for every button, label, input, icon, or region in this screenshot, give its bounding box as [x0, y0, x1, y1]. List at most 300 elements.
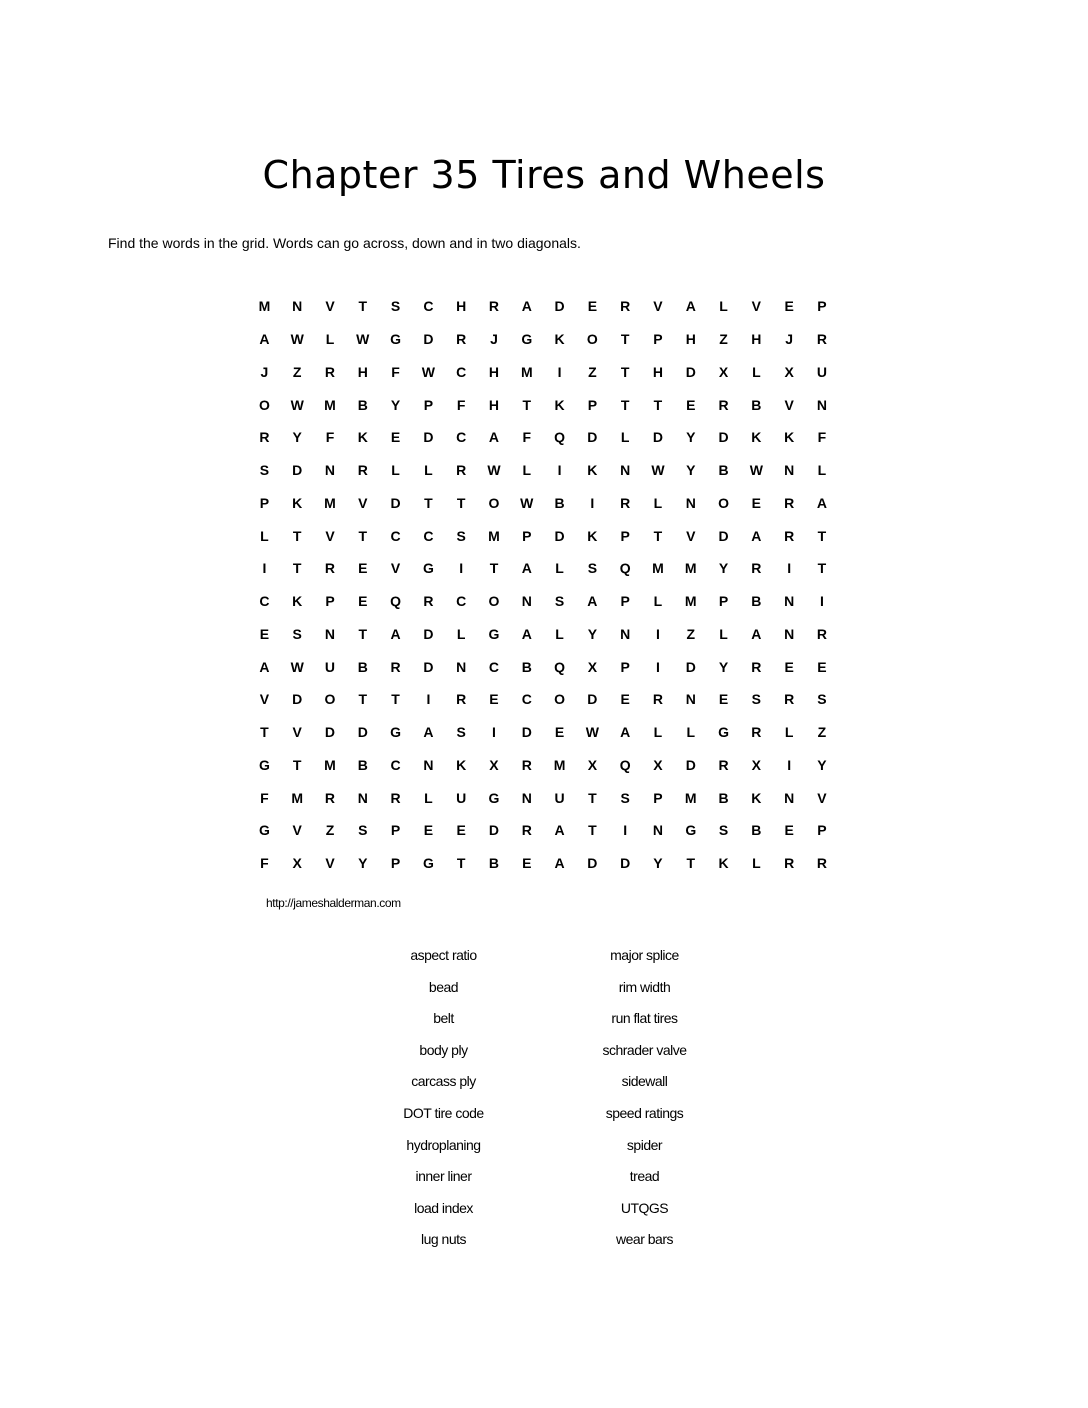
grid-cell: P — [718, 593, 729, 610]
grid-cell: T — [391, 691, 400, 708]
grid-cell: D — [554, 527, 565, 544]
grid-cell: H — [488, 396, 500, 413]
grid-cell: T — [358, 691, 368, 708]
grid-cell: I — [590, 494, 595, 511]
grid-cell: M — [488, 527, 500, 544]
grid-cell: D — [357, 724, 368, 741]
grid-cell: K — [357, 429, 368, 446]
grid-cell: X — [653, 756, 663, 773]
grid-cell: T — [456, 494, 466, 511]
grid-cell: L — [653, 724, 663, 741]
grid-cell: H — [652, 363, 664, 380]
grid-cell: N — [423, 756, 434, 773]
grid-cell: Z — [686, 625, 696, 642]
grid-cell: R — [718, 756, 729, 773]
grid-cell: A — [521, 560, 532, 577]
grid-cell: I — [787, 560, 792, 577]
grid-cell: D — [324, 724, 336, 741]
grid-cell: Y — [686, 462, 696, 479]
grid-cell: S — [456, 724, 466, 741]
grid-cell: D — [685, 658, 696, 675]
grid-cell: J — [785, 331, 794, 348]
grid-cell: H — [488, 363, 500, 380]
grid-cell: R — [521, 822, 532, 839]
grid-cell: S — [456, 527, 466, 544]
grid-cell: B — [718, 789, 729, 806]
grid-cell: O — [324, 691, 336, 708]
grid-cell: J — [260, 363, 269, 380]
grid-cell: V — [325, 298, 335, 315]
grid-cell: E — [817, 658, 827, 675]
word-list-item: DOT tire code — [403, 1104, 484, 1121]
grid-cell: I — [787, 756, 792, 773]
grid-cell: Z — [588, 363, 597, 380]
grid-cell: A — [587, 593, 598, 610]
grid-cell: M — [324, 756, 336, 773]
grid-cell: V — [817, 789, 827, 806]
grid-cell: R — [620, 494, 631, 511]
grid-cell: P — [390, 855, 401, 872]
grid-cell: K — [587, 462, 598, 479]
grid-cell: A — [685, 298, 696, 315]
grid-cell: A — [751, 527, 762, 544]
grid-cell: B — [357, 658, 368, 675]
grid-cell: A — [521, 298, 532, 315]
grid-cell: D — [718, 527, 729, 544]
grid-cell: W — [585, 724, 599, 741]
grid-cell: K — [292, 593, 303, 610]
grid-cell: T — [358, 527, 368, 544]
grid-cell: Q — [619, 756, 631, 773]
grid-cell: J — [490, 331, 498, 348]
grid-cell: W — [651, 462, 665, 479]
grid-cell: P — [817, 822, 827, 839]
grid-cell: Y — [718, 560, 729, 577]
grid-cell: T — [424, 494, 433, 511]
grid-cell: I — [656, 658, 660, 675]
grid-cell: Y — [686, 429, 696, 446]
grid-cell: G — [258, 756, 270, 773]
word-list-item: schrader valve — [602, 1041, 687, 1058]
grid-cell: W — [487, 462, 501, 479]
grid-cell: M — [520, 363, 533, 380]
word-list-item: UTQGS — [620, 1199, 669, 1216]
grid-cell: E — [587, 298, 598, 315]
grid-cell: N — [685, 494, 696, 511]
grid-cell: L — [424, 789, 433, 806]
grid-cell: A — [423, 724, 434, 741]
grid-cell: K — [292, 494, 303, 511]
grid-cell: L — [522, 462, 532, 479]
grid-cell: D — [292, 462, 303, 479]
grid-cell: X — [292, 855, 302, 872]
grid-cell: H — [456, 298, 467, 315]
grid-cell: B — [751, 593, 762, 610]
grid-cell: T — [292, 560, 302, 577]
grid-cell: E — [259, 625, 270, 642]
grid-cell: G — [258, 822, 270, 839]
grid-cell: R — [718, 396, 729, 413]
grid-cell: S — [390, 298, 401, 315]
grid-cell: F — [456, 396, 466, 413]
grid-cell: R — [390, 658, 401, 675]
grid-cell: T — [817, 560, 827, 577]
grid-cell: M — [684, 593, 697, 610]
grid-cell: K — [554, 331, 565, 348]
grid-cell: D — [423, 429, 434, 446]
page-title: Chapter 35 Tires and Wheels — [262, 153, 826, 197]
grid-cell: M — [258, 298, 271, 315]
grid-cell: S — [554, 593, 565, 610]
grid-cell: L — [456, 625, 466, 642]
grid-cell: T — [653, 527, 663, 544]
grid-cell: G — [521, 331, 533, 348]
grid-cell: M — [291, 789, 304, 806]
grid-cell: P — [587, 396, 598, 413]
grid-cell: S — [358, 822, 368, 839]
grid-cell: R — [357, 462, 368, 479]
grid-cell: R — [390, 789, 401, 806]
grid-cell: F — [522, 429, 532, 446]
grid-cell: P — [390, 822, 401, 839]
grid-cell: T — [260, 724, 269, 741]
word-list-item: aspect ratio — [410, 947, 477, 963]
grid-cell: C — [390, 756, 401, 773]
grid-cell: R — [456, 331, 467, 348]
grid-cell: O — [586, 331, 598, 348]
grid-cell: D — [390, 494, 401, 511]
grid-cell: G — [390, 724, 402, 741]
grid-cell: T — [620, 363, 630, 380]
grid-cell: H — [685, 331, 696, 348]
grid-cell: M — [324, 494, 336, 511]
grid-cell: Q — [554, 658, 566, 675]
grid-cell: V — [751, 298, 762, 315]
word-list-item: inner liner — [415, 1168, 472, 1185]
grid-cell: K — [587, 527, 598, 544]
grid-cell: N — [652, 822, 664, 839]
grid-cell: O — [718, 494, 729, 511]
grid-cell: D — [620, 855, 631, 872]
grid-cell: P — [653, 331, 663, 348]
grid-cell: U — [554, 789, 565, 806]
grid-cell: E — [686, 396, 696, 413]
grid-cell: A — [390, 625, 401, 642]
grid-cell: N — [784, 462, 795, 479]
grid-cell: T — [456, 855, 466, 872]
word-list-item: wear bars — [616, 1231, 673, 1248]
grid-cell: T — [620, 331, 630, 348]
grid-cell: G — [488, 625, 500, 642]
grid-cell: I — [492, 724, 496, 741]
grid-cell: E — [784, 658, 794, 675]
word-list-item: belt — [433, 1010, 454, 1027]
grid-cell: K — [751, 789, 762, 806]
grid-cell: N — [620, 625, 631, 642]
grid-cell: A — [554, 822, 565, 839]
grid-cell: A — [620, 724, 631, 741]
grid-cell: Q — [390, 593, 402, 610]
grid-cell: B — [357, 396, 368, 413]
grid-cell: E — [456, 822, 466, 839]
grid-cell: R — [423, 593, 434, 610]
grid-cell: R — [620, 298, 631, 315]
grid-cell: N — [685, 691, 696, 708]
grid-cell: F — [260, 789, 269, 806]
grid-cell: B — [751, 396, 762, 413]
grid-cell: L — [424, 462, 433, 479]
grid-cell: T — [686, 855, 696, 872]
grid-cell: Y — [390, 396, 401, 413]
grid-cell: I — [459, 560, 464, 577]
grid-cell: L — [620, 429, 630, 446]
grid-cell: P — [423, 396, 434, 413]
grid-cell: W — [520, 494, 534, 511]
grid-cell: L — [817, 462, 827, 479]
grid-cell: N — [521, 593, 532, 610]
grid-cell: E — [423, 822, 434, 839]
grid-cell: R — [324, 560, 336, 577]
grid-cell: Q — [619, 560, 631, 577]
grid-cell: V — [784, 396, 794, 413]
grid-cell: P — [620, 658, 630, 675]
grid-cell: F — [817, 429, 827, 446]
grid-cell: L — [784, 724, 794, 741]
grid-cell: D — [423, 331, 434, 348]
grid-cell: S — [718, 822, 729, 839]
grid-cell: L — [555, 625, 564, 642]
grid-cell: L — [260, 527, 269, 544]
grid-cell: L — [752, 363, 761, 380]
grid-cell: S — [259, 462, 270, 479]
grid-cell: V — [292, 724, 302, 741]
grid-cell: I — [262, 560, 267, 577]
grid-cell: C — [488, 658, 500, 675]
grid-cell: K — [751, 429, 762, 446]
grid-cell: R — [784, 494, 795, 511]
grid-cell: R — [456, 462, 467, 479]
grid-cell: A — [554, 855, 565, 872]
grid-cell: F — [260, 855, 269, 872]
grid-cell: H — [751, 331, 762, 348]
grid-cell: C — [423, 298, 434, 315]
grid-cell: R — [324, 789, 336, 806]
grid-cell: R — [816, 855, 827, 872]
grid-cell: P — [653, 789, 663, 806]
grid-cell: D — [423, 625, 434, 642]
grid-cell: V — [325, 527, 335, 544]
grid-cell: R — [816, 331, 827, 348]
word-list-item: lug nuts — [420, 1231, 467, 1248]
grid-cell: S — [620, 789, 630, 806]
grid-cell: L — [325, 331, 335, 348]
grid-cell: D — [554, 298, 565, 315]
grid-cell: I — [820, 593, 824, 610]
grid-cell: C — [456, 363, 467, 380]
grid-cell: V — [259, 691, 270, 708]
grid-cell: V — [325, 855, 335, 872]
grid-cell: N — [456, 658, 467, 675]
grid-cell: V — [686, 527, 696, 544]
grid-cell: O — [258, 396, 270, 413]
word-list — [343, 940, 745, 1256]
grid-cell: N — [816, 396, 827, 413]
grid-cell: L — [752, 855, 761, 872]
grid-cell: N — [357, 789, 368, 806]
word-list-item: spider — [626, 1136, 663, 1153]
grid-cell: X — [751, 756, 762, 773]
grid-cell: T — [292, 756, 302, 773]
grid-cell: W — [356, 331, 370, 348]
grid-cell: G — [488, 789, 500, 806]
grid-cell: D — [652, 429, 664, 446]
grid-cell: S — [751, 691, 762, 708]
grid-cell: S — [817, 691, 827, 708]
grid-cell: L — [391, 462, 400, 479]
grid-cell: G — [422, 855, 434, 872]
grid-cell: O — [488, 593, 500, 610]
grid-cell: V — [358, 494, 368, 511]
grid-cell: P — [522, 527, 532, 544]
grid-cell: N — [324, 625, 336, 642]
grid-cell: D — [718, 429, 729, 446]
word-list-item: tread — [629, 1168, 660, 1185]
grid-cell: O — [488, 494, 500, 511]
grid-cell: I — [426, 691, 431, 708]
grid-cell: P — [620, 593, 630, 610]
grid-cell: E — [358, 593, 368, 610]
grid-cell: M — [684, 560, 697, 577]
grid-cell: L — [653, 494, 663, 511]
grid-cell: N — [784, 625, 795, 642]
grid-cell: W — [290, 658, 304, 675]
grid-cell: W — [290, 396, 304, 413]
grid-cell: T — [358, 625, 368, 642]
grid-cell: B — [357, 756, 368, 773]
grid-cell: T — [292, 527, 302, 544]
letter-grid — [248, 290, 840, 880]
grid-cell: N — [292, 298, 303, 315]
grid-cell: S — [587, 560, 598, 577]
grid-cell: R — [816, 625, 827, 642]
grid-cell: P — [325, 593, 335, 610]
grid-cell: C — [390, 527, 401, 544]
grid-cell: F — [325, 429, 335, 446]
grid-cell: G — [422, 560, 434, 577]
grid-cell: D — [587, 429, 598, 446]
word-list-item: rim width — [618, 978, 671, 995]
grid-cell: V — [390, 560, 401, 577]
grid-cell: U — [816, 363, 827, 380]
grid-cell: E — [620, 691, 630, 708]
grid-cell: N — [784, 593, 795, 610]
grid-cell: G — [685, 822, 697, 839]
grid-cell: Y — [718, 658, 729, 675]
grid-cell: C — [423, 527, 434, 544]
grid-cell: B — [554, 494, 565, 511]
grid-cell: Y — [653, 855, 663, 872]
grid-cell: E — [358, 560, 368, 577]
grid-cell: H — [357, 363, 368, 380]
grid-cell: A — [259, 658, 270, 675]
grid-cell: A — [816, 494, 827, 511]
grid-cell: T — [653, 396, 663, 413]
word-list-item: hydroplaning — [406, 1136, 481, 1153]
grid-cell: D — [587, 691, 598, 708]
grid-cell: T — [620, 396, 630, 413]
grid-cell: U — [324, 658, 336, 675]
grid-cell: L — [719, 625, 728, 642]
grid-cell: X — [489, 756, 499, 773]
grid-cell: R — [751, 658, 762, 675]
grid-cell: E — [718, 691, 729, 708]
grid-cell: Y — [358, 855, 368, 872]
grid-cell: P — [620, 527, 630, 544]
grid-cell: D — [685, 756, 696, 773]
grid-cell: E — [751, 494, 762, 511]
word-list-item: load index — [414, 1199, 473, 1216]
grid-cell: Q — [554, 429, 566, 446]
grid-cell: Z — [292, 363, 302, 380]
grid-cell: B — [488, 855, 500, 872]
grid-cell: D — [488, 822, 500, 839]
grid-cell: T — [588, 789, 597, 806]
grid-cell: M — [553, 756, 566, 773]
grid-cell: Y — [587, 625, 598, 642]
grid-cell: R — [456, 691, 467, 708]
grid-cell: N — [620, 462, 631, 479]
grid-cell: N — [784, 789, 795, 806]
grid-cell: B — [751, 822, 762, 839]
grid-cell: I — [623, 822, 628, 839]
grid-cell: E — [784, 298, 794, 315]
grid-cell: D — [587, 855, 598, 872]
grid-cell: C — [456, 429, 467, 446]
grid-cell: R — [751, 560, 762, 577]
grid-cell: A — [488, 429, 500, 446]
grid-cell: R — [784, 691, 795, 708]
grid-cell: E — [390, 429, 401, 446]
word-list-item: run flat tires — [611, 1010, 678, 1027]
grid-cell: K — [784, 429, 795, 446]
word-list-item: major splice — [610, 947, 679, 963]
grid-cell: Z — [719, 331, 728, 348]
grid-cell: L — [653, 593, 663, 610]
grid-cell: R — [521, 756, 532, 773]
grid-cell: S — [292, 625, 302, 642]
grid-cell: D — [423, 658, 434, 675]
grid-cell: K — [718, 855, 729, 872]
grid-cell: E — [489, 691, 499, 708]
grid-cell: X — [587, 756, 598, 773]
grid-cell: N — [521, 789, 532, 806]
grid-cell: R — [784, 855, 795, 872]
grid-cell: V — [292, 822, 302, 839]
grid-cell: G — [390, 331, 402, 348]
grid-cell: E — [554, 724, 565, 741]
grid-cell: A — [751, 625, 762, 642]
grid-cell: W — [290, 331, 304, 348]
grid-cell: L — [719, 298, 728, 315]
grid-cell: I — [557, 462, 562, 479]
word-list-item: carcass ply — [411, 1073, 476, 1090]
grid-cell: A — [521, 625, 532, 642]
grid-cell: I — [557, 363, 562, 380]
grid-cell: R — [652, 691, 664, 708]
grid-cell: O — [554, 691, 566, 708]
grid-cell: W — [421, 363, 435, 380]
grid-cell: D — [292, 691, 303, 708]
